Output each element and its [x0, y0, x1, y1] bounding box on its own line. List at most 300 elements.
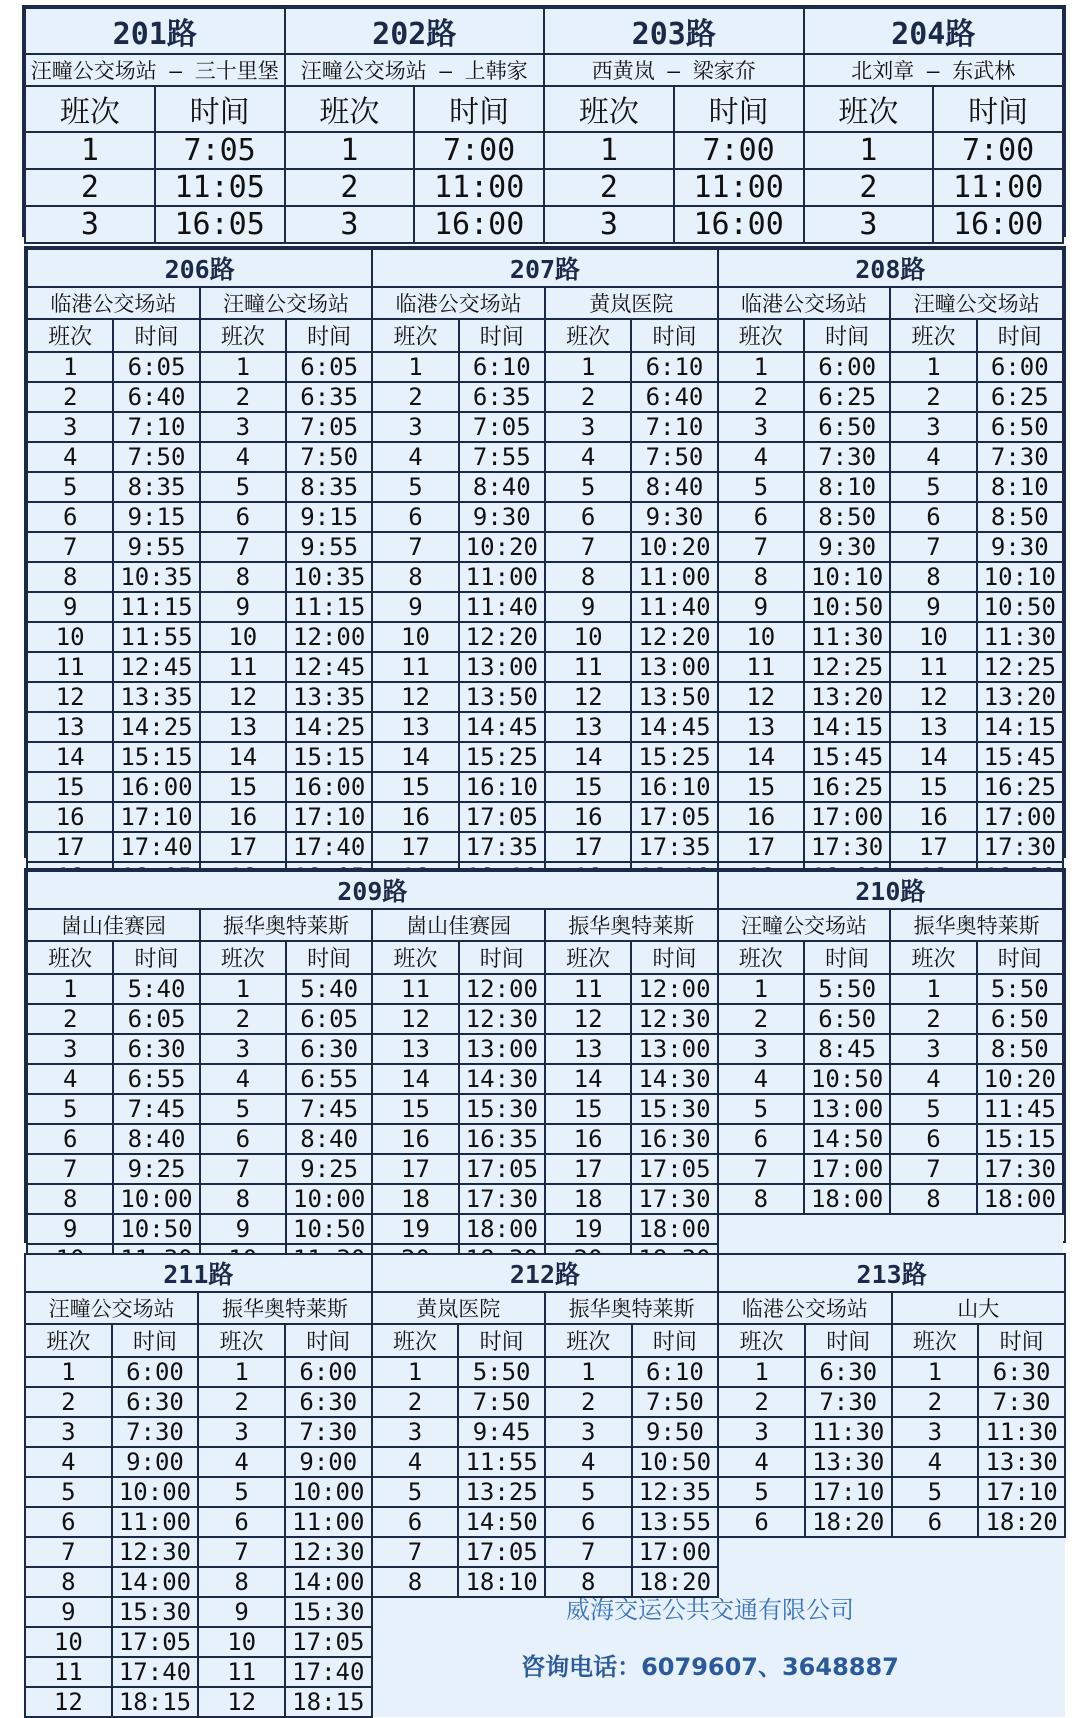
trip-number: 5: [372, 1477, 459, 1507]
trip-time: 11:15: [113, 592, 199, 622]
trip-time: 11:00: [414, 169, 544, 206]
trip-number: 5: [27, 1094, 113, 1124]
table-row: [25, 1387, 1065, 1417]
trip-number: 1: [27, 974, 113, 1004]
trip-time: 7:50: [113, 442, 199, 472]
trip-number: 4: [25, 1447, 112, 1477]
route-direction: 西黄岚 — 梁家夼: [544, 54, 804, 86]
trip-number: 7: [27, 532, 113, 562]
empty-cell: [892, 1687, 979, 1717]
trip-number: 6: [890, 502, 976, 532]
trip-time: 6:35: [286, 382, 372, 412]
trip-time: 6:05: [113, 352, 199, 382]
trip-number: 11: [198, 1657, 285, 1687]
trip-time: 8:40: [631, 472, 717, 502]
trip-number: 3: [285, 206, 415, 243]
trip-number: 3: [890, 412, 976, 442]
trip-time: 16:35: [459, 1124, 545, 1154]
trip-number: 1: [25, 132, 155, 169]
trip-number: 2: [25, 169, 155, 206]
time-header: 时间: [631, 941, 717, 974]
trip-number: 3: [718, 412, 804, 442]
trip-number: 1: [25, 1357, 112, 1387]
trip-time: 12:45: [286, 652, 372, 682]
trip-number: 6: [27, 502, 113, 532]
trip-number: 18: [372, 1184, 458, 1214]
trip-time: 10:00: [112, 1477, 199, 1507]
trip-time: 11:45: [977, 1094, 1063, 1124]
trip-time: 12:20: [459, 622, 545, 652]
trip-number: 8: [545, 1567, 632, 1597]
trip-time: 6:10: [459, 352, 545, 382]
trip-time: 7:30: [112, 1417, 199, 1447]
trip-time: 18:10: [458, 1567, 545, 1597]
table-row: [27, 287, 1063, 319]
trip-number: 3: [890, 1034, 976, 1064]
table-row: [27, 772, 1063, 802]
trip-number: 17: [545, 1154, 631, 1184]
trip-time: 10:50: [113, 1214, 199, 1244]
trip-number: 5: [200, 1094, 286, 1124]
trip-number: 13: [200, 712, 286, 742]
trip-number: 6: [27, 1124, 113, 1154]
trip-time: 12:25: [977, 652, 1063, 682]
direction-name: 临港公交场站: [372, 287, 545, 319]
trip-time: 6:30: [286, 1034, 372, 1064]
table-row: [27, 532, 1063, 562]
trip-time: 16:10: [631, 772, 717, 802]
trip-number: 3: [545, 1417, 632, 1447]
trip-number: 3: [804, 206, 934, 243]
trip-time: 12:45: [113, 652, 199, 682]
direction-name: 崮山佳赛园: [372, 909, 545, 941]
table-row: [27, 1064, 1063, 1094]
trip-number: 11: [25, 1657, 112, 1687]
trip-header: 班次: [25, 1324, 112, 1357]
empty-cell: [890, 1214, 976, 1244]
trip-time: 6:25: [804, 382, 890, 412]
trip-time: 13:30: [978, 1447, 1065, 1477]
trip-number: 3: [372, 412, 458, 442]
phone-number: 咨询电话：6079607、3648887: [521, 1653, 899, 1681]
trip-number: 14: [200, 742, 286, 772]
trip-number: 11: [372, 974, 458, 1004]
trip-number: 1: [890, 974, 976, 1004]
trip-number: 17: [372, 832, 458, 862]
trip-time: 5:50: [458, 1357, 545, 1387]
trip-time: 17:30: [631, 1184, 717, 1214]
trip-time: 14:45: [459, 712, 545, 742]
trip-time: 15:30: [631, 1094, 717, 1124]
trip-number: 5: [27, 472, 113, 502]
time-header: 时间: [674, 86, 804, 132]
trip-number: 7: [718, 1154, 804, 1184]
trip-number: 3: [200, 412, 286, 442]
trip-time: 7:50: [632, 1387, 719, 1417]
trip-number: 1: [285, 132, 415, 169]
time-header: 时间: [155, 86, 285, 132]
trip-number: 1: [372, 352, 458, 382]
trip-time: 11:00: [285, 1507, 372, 1537]
trip-time: 11:00: [933, 169, 1063, 206]
trip-number: 4: [545, 442, 631, 472]
trip-number: 4: [890, 442, 976, 472]
trip-time: 15:25: [459, 742, 545, 772]
trip-number: 2: [372, 1387, 459, 1417]
trip-time: 8:40: [459, 472, 545, 502]
trip-header: 班次: [890, 941, 976, 974]
trip-number: 4: [198, 1447, 285, 1477]
time-header: 时间: [631, 319, 717, 352]
trip-number: 4: [27, 442, 113, 472]
trip-time: 11:15: [286, 592, 372, 622]
trip-header: 班次: [372, 941, 458, 974]
trip-number: 1: [200, 352, 286, 382]
trip-time: 16:25: [804, 772, 890, 802]
direction-name: 振华奥特莱斯: [200, 909, 373, 941]
table-row: [25, 86, 1063, 132]
trip-number: 12: [372, 682, 458, 712]
trip-time: 11:30: [804, 622, 890, 652]
trip-time: 13:35: [286, 682, 372, 712]
time-header: 时间: [632, 1324, 719, 1357]
trip-time: 9:00: [112, 1447, 199, 1477]
trip-number: 3: [27, 1034, 113, 1064]
trip-number: 11: [372, 652, 458, 682]
trip-time: 13:55: [632, 1507, 719, 1537]
table-row: [27, 871, 1063, 909]
trip-number: 13: [372, 1034, 458, 1064]
trip-number: 9: [718, 592, 804, 622]
trip-number: 9: [200, 592, 286, 622]
trip-number: 14: [545, 742, 631, 772]
trip-time: 17:00: [804, 1154, 890, 1184]
empty-cell: [978, 1687, 1065, 1717]
trip-number: 2: [890, 1004, 976, 1034]
trip-number: 4: [718, 1064, 804, 1094]
time-header: 时间: [978, 1324, 1065, 1357]
trip-header: 班次: [890, 319, 976, 352]
trip-number: 3: [25, 206, 155, 243]
trip-header: 班次: [718, 941, 804, 974]
trip-number: 2: [25, 1387, 112, 1417]
table-row: [27, 1154, 1063, 1184]
trip-number: 2: [545, 1387, 632, 1417]
trip-number: 9: [198, 1597, 285, 1627]
trip-number: 12: [890, 682, 976, 712]
trip-number: 2: [718, 1004, 804, 1034]
trip-time: 10:20: [631, 532, 717, 562]
trip-time: 7:30: [977, 442, 1063, 472]
empty-cell: [718, 1537, 805, 1567]
trip-number: 6: [892, 1507, 979, 1537]
trip-time: 6:05: [286, 1004, 372, 1034]
trip-time: 9:25: [286, 1154, 372, 1184]
route-title: 204路: [804, 8, 1064, 54]
trip-time: 10:50: [804, 592, 890, 622]
trip-number: 16: [890, 802, 976, 832]
empty-cell: [372, 1657, 459, 1687]
trip-number: 7: [27, 1154, 113, 1184]
empty-cell: [372, 1687, 459, 1717]
trip-time: 7:30: [978, 1387, 1065, 1417]
top-routes-table: [22, 5, 1066, 242]
trip-time: 6:55: [286, 1064, 372, 1094]
table-row: [25, 8, 1063, 54]
table-row: [27, 472, 1063, 502]
table-row: [27, 622, 1063, 652]
trip-number: 2: [372, 382, 458, 412]
trip-number: 16: [372, 802, 458, 832]
trip-time: 13:30: [805, 1447, 892, 1477]
trip-time: 8:35: [286, 472, 372, 502]
trip-number: 13: [545, 1034, 631, 1064]
table-row: [27, 682, 1063, 712]
trip-header: 班次: [200, 941, 286, 974]
trip-time: 13:00: [459, 652, 545, 682]
table-row: [27, 1034, 1063, 1064]
route-title: 210路: [718, 871, 1063, 909]
trip-time: 11:55: [458, 1447, 545, 1477]
trip-time: 10:00: [285, 1477, 372, 1507]
trip-time: 12:20: [631, 622, 717, 652]
trip-time: 6:40: [113, 382, 199, 412]
time-header: 时间: [977, 319, 1063, 352]
trip-time: 17:05: [458, 1537, 545, 1567]
trip-number: 10: [890, 622, 976, 652]
trip-number: 2: [200, 1004, 286, 1034]
trip-number: 12: [545, 682, 631, 712]
trip-time: 15:15: [977, 1124, 1063, 1154]
trip-time: 7:00: [414, 132, 544, 169]
trip-time: 7:55: [459, 442, 545, 472]
trip-time: 14:00: [285, 1567, 372, 1597]
direction-name: 振华奥特莱斯: [545, 909, 718, 941]
trip-time: 17:30: [459, 1184, 545, 1214]
trip-time: 17:05: [112, 1627, 199, 1657]
trip-time: 10:10: [804, 562, 890, 592]
trip-number: 11: [545, 974, 631, 1004]
trip-time: 17:10: [978, 1477, 1065, 1507]
trip-number: 7: [200, 532, 286, 562]
trip-number: 15: [372, 1094, 458, 1124]
trip-number: 2: [545, 382, 631, 412]
trip-time: 6:30: [285, 1387, 372, 1417]
trip-number: 12: [718, 682, 804, 712]
trip-number: 16: [545, 802, 631, 832]
trip-time: 6:05: [286, 352, 372, 382]
trip-time: 6:50: [804, 1004, 890, 1034]
direction-name: 临港公交场站: [718, 1292, 891, 1324]
trip-time: 15:30: [285, 1597, 372, 1627]
route-direction: 汪疃公交场站 — 三十里堡: [25, 54, 285, 86]
trip-number: 3: [892, 1417, 979, 1447]
empty-cell: [805, 1687, 892, 1717]
trip-time: 14:15: [804, 712, 890, 742]
trip-header: 班次: [372, 319, 458, 352]
trip-time: 17:30: [804, 832, 890, 862]
trip-time: 14:00: [112, 1567, 199, 1597]
route-title: 213路: [718, 1254, 1065, 1292]
trip-time: 7:45: [286, 1094, 372, 1124]
table-row: [25, 169, 1063, 206]
trip-number: 8: [718, 1184, 804, 1214]
table-row: [27, 352, 1063, 382]
table-row: [25, 1507, 1065, 1537]
time-header: 时间: [286, 319, 372, 352]
trip-number: 2: [27, 382, 113, 412]
trip-number: 1: [545, 352, 631, 382]
trip-number: 8: [27, 1184, 113, 1214]
trip-time: 7:50: [631, 442, 717, 472]
trip-time: 13:00: [631, 652, 717, 682]
trip-time: 11:05: [155, 169, 285, 206]
trip-time: 16:05: [155, 206, 285, 243]
trip-time: 12:30: [285, 1537, 372, 1567]
trip-time: 10:00: [286, 1184, 372, 1214]
table-row: [27, 1004, 1063, 1034]
trip-number: 3: [544, 206, 674, 243]
time-header: 时间: [977, 941, 1063, 974]
trip-number: 15: [27, 772, 113, 802]
trip-header: 班次: [545, 1324, 632, 1357]
trip-number: 5: [718, 1094, 804, 1124]
trip-time: 12:00: [631, 974, 717, 1004]
trip-number: 4: [718, 442, 804, 472]
trip-number: 2: [804, 169, 934, 206]
trip-time: 12:30: [631, 1004, 717, 1034]
trip-time: 8:50: [977, 1034, 1063, 1064]
trip-time: 18:00: [459, 1214, 545, 1244]
table-row: [25, 206, 1063, 243]
trip-number: 1: [890, 352, 976, 382]
trip-number: 2: [200, 382, 286, 412]
trip-number: 8: [890, 1184, 976, 1214]
trip-time: 11:40: [631, 592, 717, 622]
trip-time: 6:25: [977, 382, 1063, 412]
table-row: [27, 442, 1063, 472]
trip-time: 18:00: [631, 1214, 717, 1244]
trip-number: 10: [25, 1627, 112, 1657]
trip-number: 1: [27, 352, 113, 382]
table-row: [27, 652, 1063, 682]
trip-time: 6:10: [631, 352, 717, 382]
table-row: [27, 742, 1063, 772]
trip-time: 17:00: [804, 802, 890, 832]
time-header: 时间: [805, 1324, 892, 1357]
trip-number: 16: [372, 1124, 458, 1154]
trip-number: 2: [285, 169, 415, 206]
trip-time: 10:20: [977, 1064, 1063, 1094]
trip-time: 17:05: [631, 1154, 717, 1184]
table-row: [27, 592, 1063, 622]
trip-header: 班次: [544, 86, 674, 132]
trip-time: 17:35: [459, 832, 545, 862]
trip-number: 12: [372, 1004, 458, 1034]
table-row: [27, 802, 1063, 832]
direction-name: 黄岚医院: [545, 287, 718, 319]
direction-name: 汪疃公交场站: [718, 909, 891, 941]
trip-time: 10:50: [977, 592, 1063, 622]
trip-time: 17:05: [459, 1154, 545, 1184]
trip-number: 17: [200, 832, 286, 862]
trip-number: 2: [544, 169, 674, 206]
trip-number: 13: [890, 712, 976, 742]
trip-number: 6: [545, 502, 631, 532]
empty-cell: [977, 1214, 1063, 1244]
trip-time: 7:10: [113, 412, 199, 442]
trip-number: 11: [718, 652, 804, 682]
direction-name: 汪疃公交场站: [200, 287, 373, 319]
trip-time: 7:50: [286, 442, 372, 472]
trip-time: 14:15: [977, 712, 1063, 742]
table-row: [25, 1357, 1065, 1387]
table-row: [25, 1292, 1065, 1324]
trip-number: 5: [372, 472, 458, 502]
trip-number: 8: [27, 562, 113, 592]
trip-time: 10:35: [113, 562, 199, 592]
trip-time: 5:40: [286, 974, 372, 1004]
direction-name: 山大: [892, 1292, 1065, 1324]
trip-header: 班次: [892, 1324, 979, 1357]
trip-number: 14: [718, 742, 804, 772]
trip-header: 班次: [718, 1324, 805, 1357]
trip-time: 12:35: [632, 1477, 719, 1507]
time-header: 时间: [112, 1324, 199, 1357]
trip-time: 11:00: [631, 562, 717, 592]
trip-time: 12:00: [286, 622, 372, 652]
trip-number: 15: [372, 772, 458, 802]
direction-name: 临港公交场站: [27, 287, 200, 319]
trip-number: 5: [545, 1477, 632, 1507]
route-title: 208路: [718, 249, 1063, 287]
route-title: 202路: [285, 8, 545, 54]
trip-time: 10:10: [977, 562, 1063, 592]
table-row: [27, 562, 1063, 592]
empty-cell: [372, 1627, 459, 1657]
trip-time: 6:50: [977, 1004, 1063, 1034]
trip-number: 5: [198, 1477, 285, 1507]
trip-number: 13: [372, 712, 458, 742]
trip-time: 14:25: [286, 712, 372, 742]
trip-number: 1: [544, 132, 674, 169]
time-header: 时间: [286, 941, 372, 974]
trip-time: 18:15: [285, 1687, 372, 1717]
trip-number: 19: [545, 1214, 631, 1244]
trip-time: 7:05: [155, 132, 285, 169]
trip-time: 18:15: [112, 1687, 199, 1717]
trip-number: 1: [200, 974, 286, 1004]
empty-cell: [978, 1597, 1065, 1627]
trip-time: 7:00: [933, 132, 1063, 169]
trip-time: 17:05: [285, 1627, 372, 1657]
trip-number: 16: [27, 802, 113, 832]
table-row: [27, 1214, 1063, 1244]
trip-number: 1: [804, 132, 934, 169]
trip-time: 9:30: [459, 502, 545, 532]
trip-number: 6: [718, 1124, 804, 1154]
trip-time: 7:45: [113, 1094, 199, 1124]
trip-number: 9: [545, 592, 631, 622]
trip-time: 11:00: [459, 562, 545, 592]
trip-number: 2: [718, 1387, 805, 1417]
trip-time: 14:50: [804, 1124, 890, 1154]
trip-time: 10:00: [113, 1184, 199, 1214]
trip-time: 10:20: [459, 532, 545, 562]
trip-number: 17: [27, 832, 113, 862]
table-row: [25, 1477, 1065, 1507]
trip-number: 7: [198, 1537, 285, 1567]
